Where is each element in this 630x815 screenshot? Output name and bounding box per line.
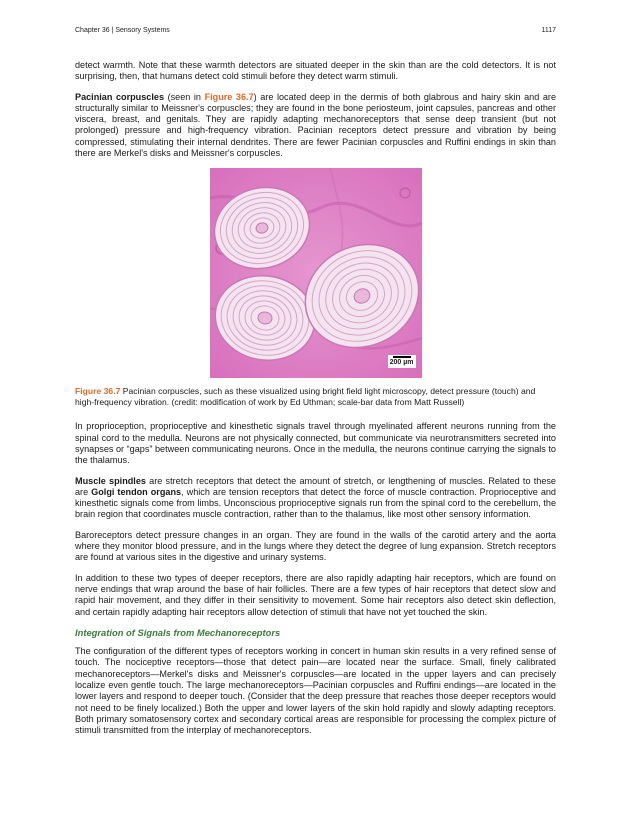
section-heading: Integration of Signals from Mechanoreceptors bbox=[75, 626, 281, 638]
paragraph-integration: The configuration of the different types of receptors working in concert in human skin results in a very refined sense of touch. The nociceptive receptors—those that detect pain—are located near the surface. Small, finely calibrated mechanoreceptors—Merkel's disks and Meissner's corpuscles—are located in the upper layers and can precisely localize even gentle touch. The large mechanoreceptors—Pacinian corpuscles and Ruffini endings—are located in the lower layers and respond to deeper touch. (Consider that the deep pressure that reaches those deeper receptors would not need to be finely localized.) Both the upper and lower layers of the skin hold rapidly and slowly adapting receptors. Both primary somatosensory cortex and secondary cortical areas are responsible for processing the complex picture of stimuli transmitted from the interplay of mechanoreceptors. bbox=[75, 646, 556, 736]
paragraph-hair-receptors: In addition to these two types of deeper receptors, there are also rapidly adapting hair receptors, which are found on nerve endings that wrap around the base of hair follicles. There are a few types of hair receptors that detect slow and rapid hair movement, and they differ in their sensitivity to movement. Some hair receptors also detect skin deflection, and certain rapidly adapting hair receptors allow detection of stimuli that have not yet touched the skin. bbox=[75, 572, 556, 617]
paragraph-pacinian-rest: ) are located deep in the dermis of both glabrous and hairy skin and are structurally similar to Meissner's corpuscles; they are found in the bone periosteum, joint capsules, pancreas and other viscera, breast, and genitals. They are rapidly adapting mechanoreceptors that sense deep transient (but not prolonged) pressure and high-frequency vibration. Pacinian receptors detect pressure and vibration by being compressed, stimulating their internal dendrites. There are fewer Pacinian corpuscles and Ruffini endings in skin than there are Merkel's disks and Meissner's corpuscles. bbox=[75, 91, 557, 159]
term-pacinian-corpuscles: Pacinian corpuscles bbox=[75, 91, 164, 102]
page-content bbox=[75, 60, 556, 746]
chapter-title: Chapter 36 | Sensory Systems bbox=[75, 27, 170, 34]
paragraph-muscle-spindles-mid: are stretch receptors that detect the amount of stretch, or lengthening of muscles. Related to these are bbox=[75, 475, 556, 497]
page-header bbox=[75, 27, 556, 34]
scale-bar-line bbox=[393, 356, 411, 358]
paragraph-baroreceptors: Baroreceptors detect pressure changes in an organ. They are found in the walls of the carotid artery and the aorta where they monitor blood pressure, and in the lungs where they detect the degree of lung expansion. Stretch receptors are found at various sites in the digestive and urinary systems. bbox=[75, 529, 556, 563]
scale-bar-label: 200 µm bbox=[389, 359, 414, 367]
paragraph-pacinian-pre: (seen in bbox=[164, 91, 205, 102]
pacinian-micrograph-image bbox=[210, 168, 422, 378]
figure-caption-label: Figure 36.7 bbox=[75, 386, 121, 397]
paragraph-warmth: detect warmth. Note that these warmth detectors are situated deeper in the skin than are the cold detectors. It is not surprising, then, that humans detect cold stimuli before they detect warm stimuli. bbox=[75, 60, 556, 82]
paragraph-proprioception: In proprioception, proprioceptive and kinesthetic signals travel through myelinated afferent neurons running from the spinal cord to the medulla. Neurons are not physically connected, but communicate via neurotransmitters secreted into synapses or “gaps” between communicating neurons. Once in the medulla, the neurons continue carrying the signals to the thalamus. bbox=[75, 421, 556, 466]
paragraph-pacinian bbox=[75, 92, 556, 160]
figure-36-7-link[interactable]: Figure 36.7 bbox=[204, 91, 254, 102]
figure-caption bbox=[75, 386, 556, 408]
micrograph-figure bbox=[210, 168, 422, 378]
paragraph-muscle-spindles-rest: , which are tension receptors that detect the force of muscle contraction. Proprioceptive and kinesthetic signals come from limbs. Unconscious proprioceptive signals run from the spinal cord to the cerebellum, the brain region that coordinates muscle contraction, rather than to the thalamus, like most other sensory information. bbox=[75, 486, 556, 520]
scale-bar bbox=[388, 355, 416, 368]
term-muscle-spindles: Muscle spindles bbox=[75, 475, 146, 486]
paragraph-muscle-spindles bbox=[75, 476, 556, 521]
page-number: 1117 bbox=[541, 27, 556, 34]
figure-caption-text: Pacinian corpuscles, such as these visualized using bright field light microscopy, detect pressure (touch) and high-frequency vibration. (credit: modification of work by Ed Uthman; scale-bar data from Matt Russell) bbox=[75, 386, 536, 408]
term-golgi-tendon-organs: Golgi tendon organs bbox=[91, 486, 182, 497]
